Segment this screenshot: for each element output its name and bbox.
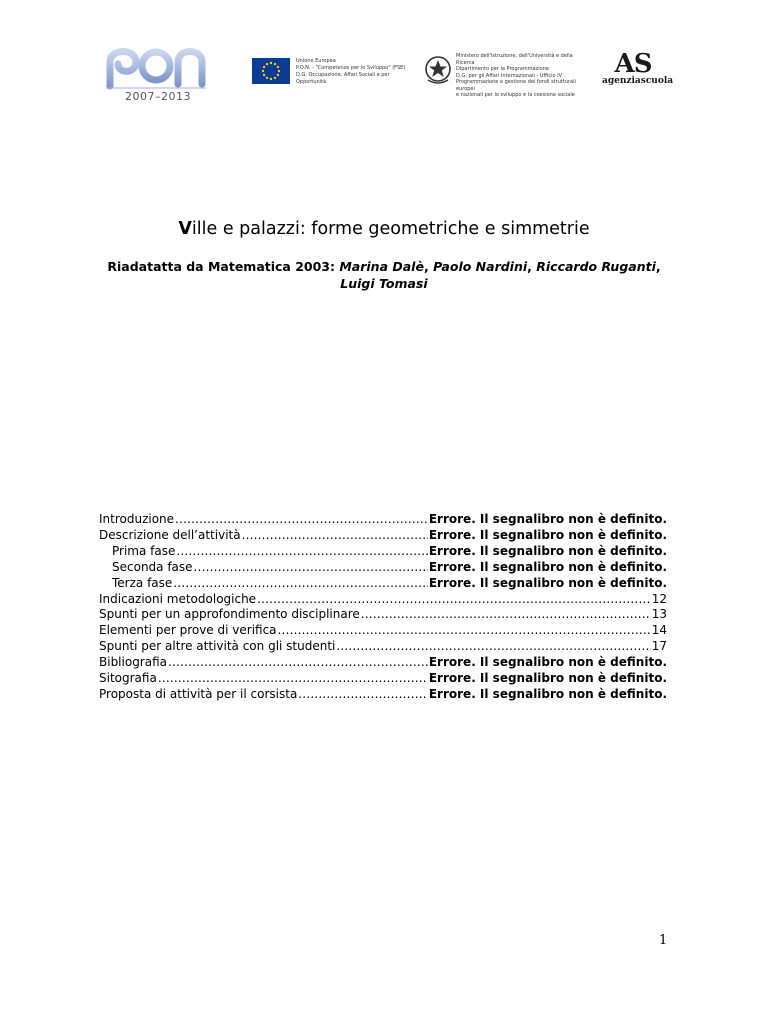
eu-star-icon: [270, 62, 272, 64]
toc-entry-page: 13: [651, 607, 667, 622]
toc-entry-label: Terza fase: [112, 575, 173, 590]
toc-entry-label: Bibliografia: [99, 655, 168, 670]
toc-entry[interactable]: [99, 512, 667, 528]
eu-star-icon: [274, 77, 276, 79]
authors-prefix: Riadatatta da Matematica 2003:: [107, 259, 340, 274]
page-number: 1: [659, 933, 668, 948]
toc-entry-label: Indicazioni metodologiche: [99, 591, 257, 606]
document-title: [0, 219, 768, 239]
eu-star-icon: [278, 70, 280, 72]
toc-entry-label: Seconda fase: [112, 559, 193, 574]
pon-logo-graphic: [106, 40, 206, 90]
toc-leader: [242, 528, 428, 544]
eu-star-icon: [274, 63, 276, 65]
toc-entry-page: 17: [651, 639, 667, 654]
toc-entry[interactable]: [99, 623, 667, 639]
ministry-logo-text: [456, 53, 592, 99]
ministry-text-line: Dipartimento per la Programmazione: [456, 66, 549, 72]
author-name: Riccardo Ruganti: [536, 259, 656, 274]
toc-entry-page: 12: [651, 591, 667, 606]
toc-entry[interactable]: [99, 592, 667, 608]
eu-star-icon: [263, 74, 265, 76]
title-initial: V: [178, 219, 192, 239]
toc-entry[interactable]: [99, 544, 667, 560]
toc-entry-label: Spunti per un approfondimento disciplinare: [99, 607, 360, 622]
toc-leader: [175, 512, 428, 528]
eu-star-icon: [263, 66, 265, 68]
toc-entry-page: Errore. Il segnalibro non è definito.: [428, 575, 667, 590]
agenziascuola-logo: [602, 49, 674, 96]
toc-entry-label: Spunti per altre attività con gli studenti: [99, 639, 336, 654]
toc-entry-page: 14: [651, 623, 667, 638]
eu-star-icon: [266, 63, 268, 65]
toc-entry[interactable]: [99, 528, 667, 544]
eu-star-icon: [277, 74, 279, 76]
toc-entry[interactable]: [99, 576, 667, 592]
toc-entry-label: Proposta di attività per il corsista: [99, 686, 298, 701]
toc-entry-label: Descrizione dell’attività: [99, 527, 241, 542]
toc-leader: [336, 639, 650, 655]
author-name: Marina Dalè: [339, 259, 424, 274]
toc-entry-page: Errore. Il segnalibro non è definito.: [428, 686, 667, 701]
title-text: ille e palazzi: forme geometriche e simmetrie: [191, 219, 590, 239]
toc-leader: [361, 607, 651, 623]
agenziascuola-logo-name: agenziascuola: [602, 76, 674, 86]
toc-entry-page: Errore. Il segnalibro non è definito.: [428, 543, 667, 558]
toc-leader: [257, 592, 651, 608]
toc-leader: [158, 671, 428, 687]
authors-line: [100, 258, 668, 292]
eu-star-icon: [270, 78, 272, 80]
eu-text-line: Unione Europea: [296, 58, 336, 64]
ministry-text-line: Ministero dell'Istruzione, dell'Università e della Ricerca: [456, 53, 573, 66]
ministry-text-line: D.G. per gli Affari Internazionali - Ufficio IV: [456, 72, 563, 79]
logo-header: [0, 0, 768, 120]
pon-logo: [106, 40, 206, 108]
toc-leader: [298, 687, 428, 703]
toc-leader: [168, 655, 428, 671]
agenziascuola-logo-mark: AS: [614, 49, 652, 79]
eu-flag-icon: [252, 58, 290, 84]
eu-star-icon: [277, 66, 279, 68]
toc-entry-page: Errore. Il segnalibro non è definito.: [428, 655, 667, 670]
author-separator: ,: [423, 259, 434, 274]
toc-leader: [176, 544, 427, 560]
ministry-text-line: e nazionali per lo sviluppo e la coesione sociale: [456, 92, 575, 98]
toc-leader: [194, 560, 428, 576]
eu-star-icon: [266, 77, 268, 79]
author-separator: ,: [655, 259, 661, 274]
eu-star-icon: [262, 70, 264, 72]
table-of-contents: [99, 512, 667, 703]
author-name: Luigi Tomasi: [340, 276, 428, 291]
toc-entry-label: Elementi per prove di verifica: [99, 623, 277, 638]
toc-entry[interactable]: [99, 560, 667, 576]
italian-emblem-icon: [424, 54, 452, 86]
eu-text-line: D.G. Occupazione, Affari Sociali e per Opportunità: [296, 72, 390, 85]
toc-entry-page: Errore. Il segnalibro non è definito.: [428, 512, 667, 526]
toc-entry[interactable]: [99, 655, 667, 671]
eu-logo-block: [252, 56, 412, 88]
toc-entry[interactable]: [99, 607, 667, 623]
ministry-logo-block: [422, 52, 592, 96]
author-separator: ,: [527, 259, 537, 274]
toc-entry[interactable]: [99, 687, 667, 703]
toc-entry[interactable]: [99, 671, 667, 687]
pon-logo-year: 2007–2013: [125, 90, 191, 103]
toc-entry[interactable]: [99, 639, 667, 655]
ministry-text-line: Programmazione e gestione dei fondi strutturali europei: [456, 79, 576, 92]
toc-entry-label: Sitografia: [99, 671, 157, 686]
toc-entry-page: Errore. Il segnalibro non è definito.: [428, 671, 667, 686]
toc-leader: [278, 623, 651, 639]
toc-entry-label: Prima fase: [112, 543, 176, 558]
toc-entry-page: Errore. Il segnalibro non è definito.: [428, 527, 667, 542]
toc-entry-label: Introduzione: [99, 512, 175, 526]
eu-text-line: P.O.N. - "Competenze per lo Sviluppo" (FSE): [296, 65, 406, 71]
toc-leader: [173, 576, 428, 592]
eu-logo-text: [296, 58, 412, 86]
author-name: Paolo Nardini: [433, 259, 528, 274]
toc-entry-page: Errore. Il segnalibro non è definito.: [428, 559, 667, 574]
